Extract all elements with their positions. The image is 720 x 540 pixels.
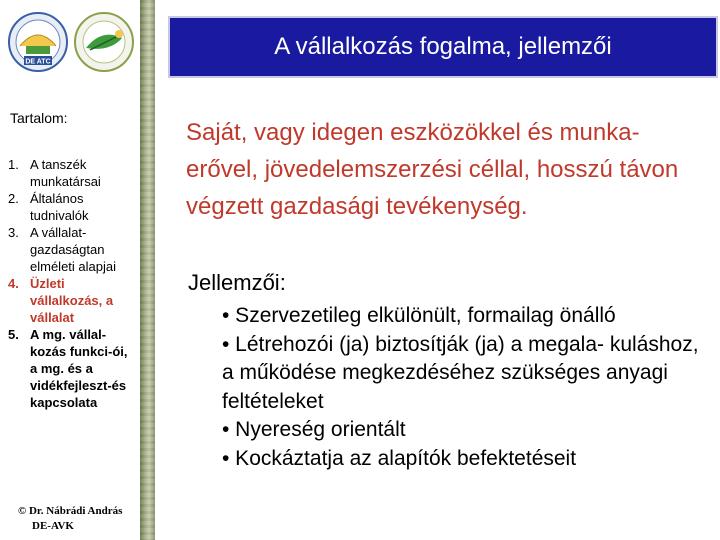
toc-title: Tartalom: — [10, 110, 68, 126]
toc-item-number: 1. — [8, 157, 19, 172]
copyright — [18, 504, 140, 534]
toc-item-4-active[interactable] — [8, 275, 136, 326]
feature-item: • Szervezetileg elkülönült, formailag önálló — [222, 304, 616, 327]
toc-item-2[interactable] — [8, 190, 136, 224]
feature-item: • Kockáztatja az alapítók befektetéseit — [222, 446, 577, 470]
toc-item-label: A tanszék munkatársai — [30, 157, 101, 189]
toc-item-number: 3. — [8, 225, 19, 240]
copyright-author: © Dr. Nábrádi András — [18, 505, 123, 517]
features-label: Jellemzői: — [188, 270, 286, 295]
toc-item-label: Általános tudnivalók — [30, 191, 89, 223]
toc-item-5[interactable] — [8, 326, 136, 411]
svg-text:DE ATC: DE ATC — [25, 58, 51, 66]
title-banner — [168, 16, 718, 78]
toc-item-number: 4. — [8, 276, 19, 291]
logos — [6, 6, 136, 76]
faculty-logo-icon — [75, 13, 133, 71]
page-title: A vállalkozás fogalma, jellemzői — [274, 33, 612, 60]
decorative-strip — [140, 0, 155, 540]
definition-text: Saját, vagy idegen eszközökkel és munka-erővel, jövedelemszerzési céllal, hosszú távon végzett gazdasági tevékenység. — [186, 119, 679, 220]
toc-item-number: 5. — [8, 327, 19, 342]
copyright-institution: DE-AVK — [32, 520, 74, 532]
toc-item-label: A mg. vállal-kozás funkci-ói, a mg. és a vidékfejleszt-és kapcsolata — [30, 327, 128, 410]
feature-item: • Létrehozói (ja) biztosítják (ja) a megala- kuláshoz, a működése megkezdéséhez szükséges anyagi feltételeket — [222, 332, 699, 413]
de-atc-logo-icon — [9, 13, 67, 71]
toc-list — [8, 156, 136, 411]
features-list — [222, 302, 702, 473]
feature-item: • Nyereség orientált — [222, 418, 406, 441]
toc-item-label: A vállalat-gazdaságtan elméleti alapjai — [30, 225, 116, 274]
sidebar — [0, 0, 140, 540]
toc-item-3[interactable] — [8, 224, 136, 275]
toc-item-1[interactable] — [8, 156, 136, 190]
toc-item-number: 2. — [8, 191, 19, 206]
toc-item-label: Üzleti vállalkozás, a vállalat — [30, 276, 114, 325]
